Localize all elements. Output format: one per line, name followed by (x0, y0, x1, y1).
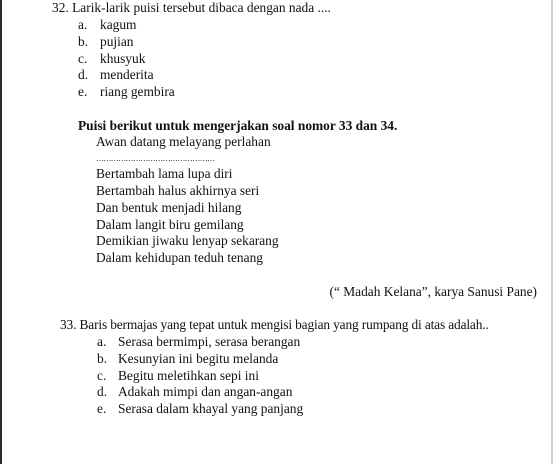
poem-source: (“ Madah Kelana”, karya Sanusi Pane) (329, 284, 537, 299)
option-letter: a. (97, 334, 107, 349)
option-text: Kesunyian ini begitu melanda (118, 351, 279, 366)
question-33-text: Baris bermajas yang tepat untuk mengisi bagian yang rumpang di atas adalah.. (79, 317, 489, 332)
poem-line: Demikian jiwaku lenyap sekarang (96, 233, 279, 248)
poem-heading: Puisi berikut untuk mengerjakan soal nomor 33 dan 34. (78, 118, 398, 133)
option-text: khusyuk (100, 51, 146, 66)
option-letter: b. (97, 351, 108, 366)
option-text: Adakah mimpi dan angan-angan (118, 384, 293, 399)
option-letter: e. (97, 401, 107, 416)
question-33-stem (60, 317, 489, 334)
option-text: menderita (100, 67, 154, 82)
poem-line: Dan bentuk menjadi hilang (96, 200, 242, 215)
poem-line: Dalam kehidupan teduh tenang (96, 250, 263, 265)
poem-line: Awan datang melayang perlahan (96, 134, 271, 149)
question-33-number: 33. (60, 317, 77, 332)
question-32-number: 32. (52, 0, 69, 15)
page-left-edge (0, 0, 2, 464)
poem-blank-line: ………………………………………… (96, 154, 215, 163)
option-text: Serasa dalam khayal yang panjang (118, 401, 304, 416)
option-text: Serasa bermimpi, serasa berangan (118, 334, 301, 349)
option-text: Begitu meletihkan sepi ini (118, 368, 259, 383)
option-letter: a. (78, 17, 88, 32)
option-letter: d. (78, 67, 89, 82)
poem-line: Dalam langit biru gemilang (96, 217, 244, 232)
option-text: pujian (100, 34, 134, 49)
option-letter: c. (78, 51, 88, 66)
option-letter: e. (78, 84, 88, 99)
option-letter: d. (97, 384, 108, 399)
poem-line: Bertambah lama lupa diri (96, 166, 233, 181)
option-text: kagum (100, 17, 137, 32)
option-letter: b. (78, 34, 89, 49)
option-letter: c. (97, 368, 107, 383)
option-text: riang gembira (100, 84, 175, 99)
poem-line: Bertambah halus akhirnya seri (96, 183, 260, 198)
question-32-stem (52, 0, 331, 17)
question-32-text: Larik-larik puisi tersebut dibaca dengan nada .... (72, 0, 331, 15)
